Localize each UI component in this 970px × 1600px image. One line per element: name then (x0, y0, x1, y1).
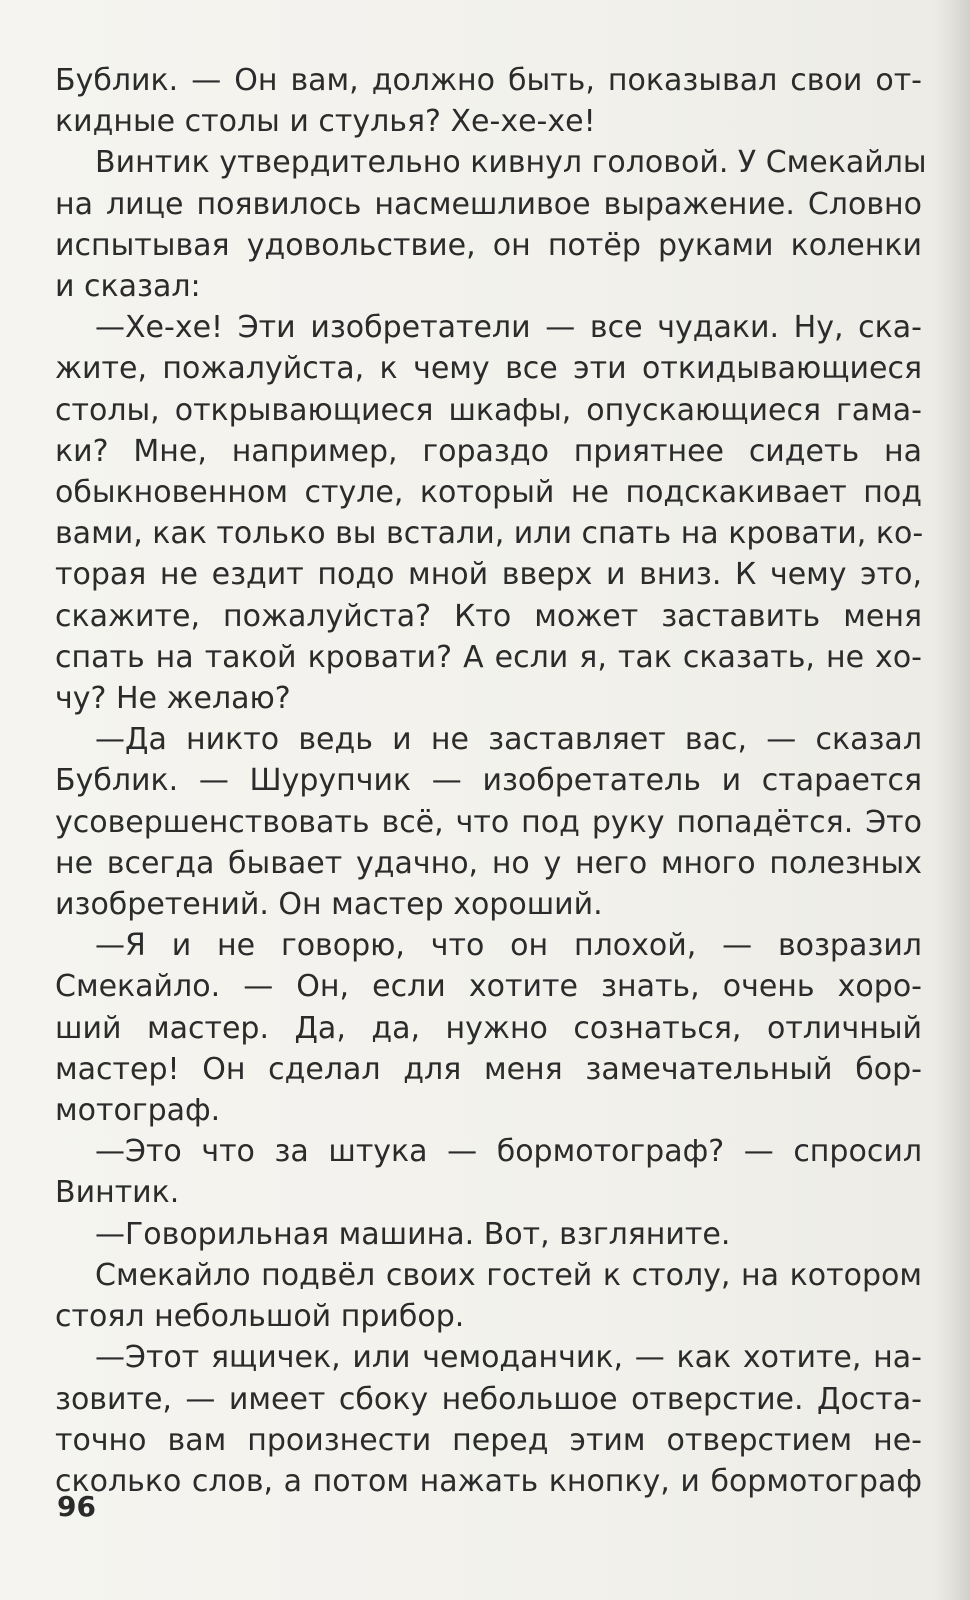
text-line: на лице появилось насмешливое выражение. Словно (55, 186, 922, 222)
page-gutter-shadow (934, 0, 970, 1600)
text-line: Винтик утвердительно кивнул головой. У Смекайлы (95, 145, 927, 181)
text-line: вами, как только вы встали, или спать на кровати, ко- (55, 516, 924, 552)
text-line: —Да никто ведь и не заставляет вас, — сказал (95, 722, 922, 758)
text-line: мастер! Он сделал для меня замечательный бор- (55, 1051, 922, 1087)
text-line: зовите, — имеет сбоку небольшое отверстие. Доста- (55, 1381, 922, 1417)
text-line: Бублик. — Шурупчик — изобретатель и старается (55, 763, 922, 799)
text-line: ший мастер. Да, да, нужно сознаться, отличный (55, 1010, 922, 1046)
text-line: и сказал: (55, 269, 201, 305)
text-line: чу? Не желаю? (55, 681, 291, 717)
text-line: торая не ездит подо мной вверх и вниз. К чему это, (55, 557, 922, 593)
text-line: кидные столы и стулья? Хе-хе-хе! (55, 104, 596, 140)
page-body-text (55, 60, 927, 1502)
text-line: —Говорильная машина. Вот, взгляните. (95, 1216, 731, 1252)
text-line: Смекайло. — Он, если хотите знать, очень хоро- (55, 969, 922, 1005)
text-line: Винтик. (55, 1175, 180, 1211)
paragraph (55, 1214, 922, 1255)
text-line: —Это что за штука — бормотограф? — спросил (95, 1134, 922, 1170)
paragraph (55, 142, 927, 307)
paragraph (55, 1255, 922, 1337)
text-line: изобретений. Он мастер хороший. (55, 887, 603, 923)
paragraph (55, 925, 922, 1131)
text-line: Смекайло подвёл своих гостей к столу, на котором (95, 1257, 922, 1293)
page-number: 96 (57, 1490, 96, 1523)
text-line: не всегда бывает удачно, но у него много полезных (55, 845, 922, 881)
text-line: —Этот ящичек, или чемоданчик, — как хотите, на- (95, 1340, 922, 1376)
text-line: обыкновенном стуле, который не подскакивает под (55, 475, 922, 511)
text-line: усовершенствовать всё, что под руку попадётся. Это (55, 804, 922, 840)
text-line: испытывая удовольствие, он потёр руками коленки (55, 227, 922, 263)
paragraph (55, 719, 922, 925)
text-line: стоял небольшой прибор. (55, 1299, 465, 1335)
text-line: —Хе-хе! Эти изобретатели — все чудаки. Ну, ска- (95, 310, 922, 346)
text-line: спать на такой кровати? А если я, так сказать, не хо- (55, 639, 922, 675)
text-line: скажите, пожалуйста? Кто может заставить меня (55, 598, 922, 634)
text-line: Бублик. — Он вам, должно быть, показывал свои от- (55, 63, 922, 98)
text-line: сколько слов, а потом нажать кнопку, и бормотограф (55, 1463, 922, 1499)
paragraph (55, 1337, 922, 1502)
text-line: ки? Мне, например, гораздо приятнее сидеть на (55, 433, 922, 469)
paragraph (55, 307, 922, 719)
paragraph (55, 60, 922, 142)
text-line: —Я и не говорю, что он плохой, — возразил (95, 928, 922, 964)
paragraph (55, 1131, 922, 1213)
text-line: жите, пожалуйста, к чему все эти откидывающиеся (55, 351, 922, 387)
text-line: мотограф. (55, 1093, 221, 1129)
text-line: столы, открывающиеся шкафы, опускающиеся гама- (55, 392, 922, 428)
text-line: точно вам произнести перед этим отверстием не- (55, 1422, 922, 1458)
